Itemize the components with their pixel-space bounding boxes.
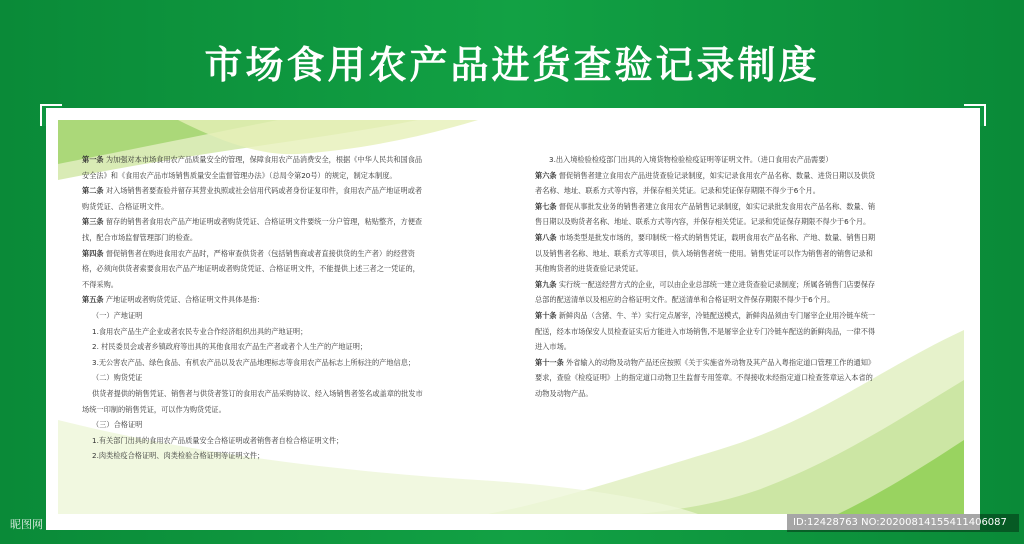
text-line: 第四条 督促销售者在购进食用农产品时，严格审查供货者（包括销售商或者直接供货的生产者）的经营资: [82, 248, 415, 258]
text-line: 第三条 留存的销售者食用农产品产地证明或者购货凭证、合格证明文件要统一分户管理，粘贴整齐，方便查: [82, 217, 423, 227]
watermark-id: ID:12428763 NO:20200814155411406087: [787, 514, 1019, 532]
text-line: 其他购货者的进货查验记录凭证。: [535, 264, 643, 274]
text-line: 以及销售者名称、地址、联系方式等项目，供入场销售者统一使用。销售凭证可以作为销售者的销售记录和: [535, 248, 873, 258]
text-line: 场统一印制的销售凭证，可以作为购货凭证。: [82, 404, 226, 414]
content-panel: [58, 120, 964, 514]
text-line: 1.有关部门出具的食用农产品质量安全合格证明或者销售者自检合格证明文件；: [92, 435, 344, 445]
text-line: 1.食用农产品生产企业或者农民专业合作经济组织出具的产地证明；: [92, 326, 308, 336]
text-line: 购货凭证、合格证明文件。: [82, 201, 169, 211]
text-line: 第五条 产地证明或者购货凭证、合格证明文件具体是指：: [82, 295, 264, 305]
text-line: 3.无公害农产品、绿色食品、有机农产品以及农产品地理标志等食用农产品标志上所标注的产地信息；: [92, 357, 416, 367]
text-line: 第一条 为加强对本市场食用农产品质量安全的管理，保障食用农产品消费安全，根据《中华人民共和国食品: [82, 155, 423, 164]
watermark-logo: 昵图网 www.nipic.com: [10, 518, 115, 531]
text-line: 供货者提供的销售凭证、销售者与供货者签订的食用农产品采购协议、经入场销售者签名或盖章的批发市: [92, 388, 423, 398]
text-line: 第二条 对入场销售者要查验并留存其营业执照或社会信用代码或者身份证复印件，食用农产品产地证明或者: [82, 186, 423, 196]
left-text-column: [82, 152, 512, 464]
text-line: 第九条 实行统一配送经营方式的企业，可以由企业总部统一建立进货查验记录制度；所属各销售门店要保存: [535, 279, 876, 289]
text-line: 第七条 督促从事批发业务的销售者建立食用农产品销售记录制度，如实记录批发食用农产品名称、数量、销: [535, 201, 876, 211]
text-line: （三）合格证明: [92, 420, 143, 430]
text-line: 第八条 市场类型是批发市场的，要印制统一格式的销售凭证，载明食用农产品名称、产地、数量、销售日期: [535, 232, 876, 242]
text-line: 进入市场。: [535, 342, 571, 352]
text-line: 配送，经本市场保安人员检查证实后方能进入市场销售,不是屠宰企业专门冷链车配送的新鲜肉品，一律不得: [535, 326, 876, 336]
text-line: 2. 村民委员会或者乡镇政府等出具的其他食用农产品生产者或者个人生产的产地证明；: [92, 342, 368, 352]
text-line: （一）产地证明: [92, 310, 143, 320]
text-line: 第六条 督促销售者建立食用农产品进货查验记录制度，如实记录食用农产品名称、数量、进货日期以及供货: [535, 170, 876, 180]
text-line: 找，配合市场监督管理部门的检查。: [82, 232, 198, 242]
text-line: 总部的配送清单以及相应的合格证明文件。配送清单和合格证明文件保存期限不得少于6个月。: [535, 295, 835, 305]
text-line: 安全法》和《食用农产品市场销售质量安全监督管理办法》（总局令第20号）的规定，制定本制度。: [82, 170, 397, 180]
text-line: 2.肉类检疫合格证明、肉类检验合格证明等证明文件；: [92, 451, 265, 461]
text-line: （二）购货凭证: [92, 373, 143, 383]
text-line: 格，必须向供货者索要食用农产品产地证明或者购货凭证、合格证明文件，不能提供上述三者之一凭证的，: [82, 264, 420, 274]
text-line: 第十一条 外省输入的动物及动物产品还应按照《关于实施省外动物及其产品入粤指定道口管理工作的通知》: [535, 357, 876, 367]
text-line: 售日期以及购货者名称、地址、联系方式等内容，并保存相关凭证。记录和凭证保存期限不得少于6个月。: [535, 217, 871, 227]
text-line: 者名称、地址、联系方式等内容，并保存相关凭证。记录和凭证保存期限不得少于6个月。: [535, 186, 820, 196]
text-line: 第十条 新鲜肉品（含猪、牛、羊）实行定点屠宰，冷链配送模式，新鲜肉品须由专门屠宰企业用冷链车统一: [535, 310, 876, 320]
text-line: 动物及动物产品。: [535, 388, 593, 398]
page-title: 市场食用农产品进货查验记录制度: [204, 43, 820, 87]
text-line: 不得采购。: [82, 279, 118, 289]
text-line: 3.出入境检验检疫部门出具的入境货物检验检疫证明等证明文件。（进口食用农产品需要）: [549, 155, 833, 164]
text-line: 要求，查验《检疫证明》上的指定道口动物卫生监督专用签章。不得接收未经指定道口检查签章运入本省的: [535, 373, 873, 383]
right-text-column: [535, 152, 950, 402]
